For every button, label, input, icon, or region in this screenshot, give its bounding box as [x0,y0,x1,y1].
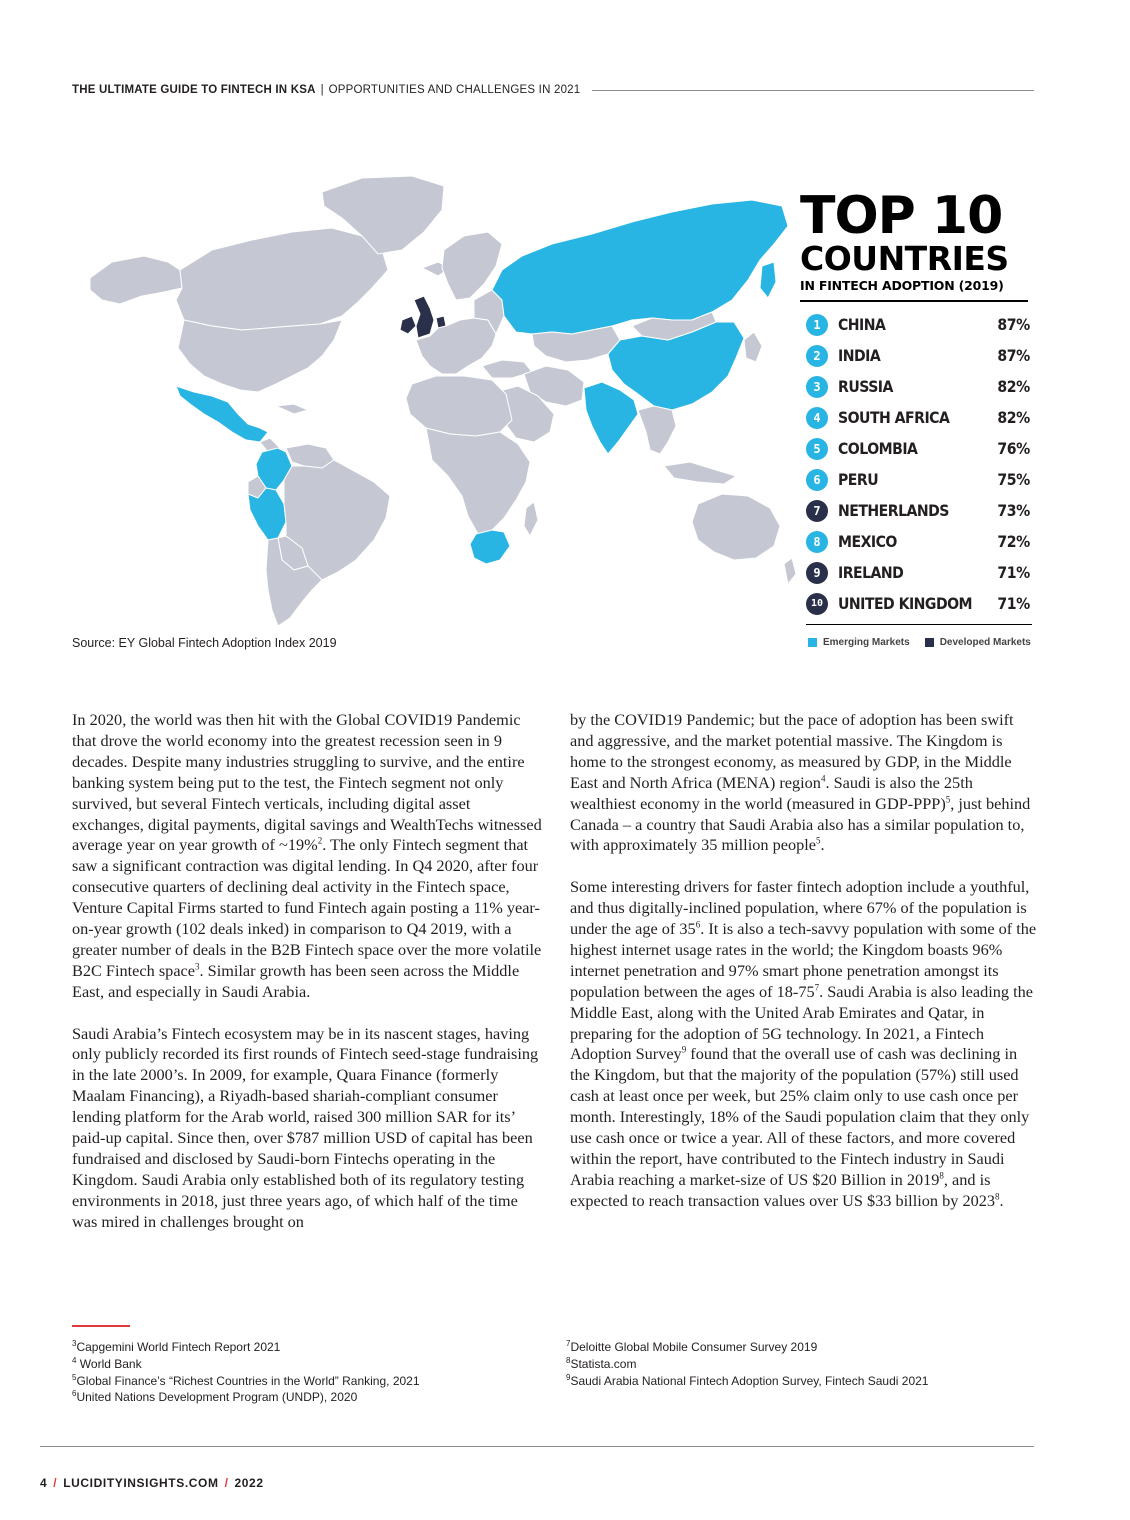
footer-rule [40,1446,1034,1447]
legend-label-emerging: Emerging Markets [823,637,910,648]
ranking-row [806,402,1030,433]
rank-badge: 7 [806,500,828,522]
rank-badge: 9 [806,562,828,584]
map-country-new-zealand [784,558,796,584]
text-run: . It is also a tech-savvy population with some of the highest internet usage rates in the world; the Kingdom boasts 96% internet penetration and 97% smart phone penetration amongst its population between the ages of 18-75 [570,919,1037,1001]
heading-line3: IN FINTECH ADOPTION (2019) [800,278,1004,293]
footer-year: 2022 [234,1476,264,1490]
running-header [72,80,1034,100]
ranking-row [806,464,1030,495]
text-run: . [999,1190,1004,1210]
footnote-number: 3 [72,1339,77,1348]
text-run: Some interesting drivers for faster fintech adoption include a youthful, and thus digitally-inclined population, where 67% of the population is under the age of 35 [570,877,1030,939]
rank-badge: 8 [806,531,828,553]
map-country-south-africa [470,530,510,564]
rank-value: 72% [997,532,1030,551]
rank-badge: 3 [806,376,828,398]
footnote-ref: 6 [695,919,701,930]
body-column-left [72,710,542,1254]
map-country-cuba [276,404,308,414]
rank-country: SOUTH AFRICA [838,408,950,427]
page-footer [40,1476,264,1490]
rank-badge: 4 [806,407,828,429]
ranking-row [806,371,1030,402]
footnote [72,1373,542,1390]
text-run: , just behind Canada – a country that Saudi Arabia also has a similar population to, with approximately 35 million people [570,793,1031,855]
body-paragraph [570,877,1040,1212]
legend-item-emerging [808,637,910,648]
footnote-ref: 3 [195,961,200,972]
body-paragraph: Saudi Arabia’s Fintech ecosystem may be in its nascent stages, having only publicly recorded its first rounds of Fintech seed-stage fundraising in the late 2000’s. In 2009, for example, Quara Finance (formerly Maalam Financing), a Riyadh-based shariah-compliant consumer lending platform for the Arab world, raised 300 million SAR for its’ paid-up capital. Since then, over $787 million USD of capital has been fundraised and disclosed by Saudi-born Fintechs operating in the Kingdom. Saudi Arabia only established both of its regulatory testing environments in 2018, just three years ago, of which half of the time was mired in challenges brought on [72,1023,539,1231]
legend-item-developed [925,637,1031,648]
map-source: Source: EY Global Fintech Adoption Index 2019 [72,636,337,650]
header-title: THE ULTIMATE GUIDE TO FINTECH IN KSA [72,84,316,96]
rank-country: RUSSIA [838,377,893,396]
footnote [72,1339,542,1356]
rank-value: 73% [997,501,1030,520]
footnote-number: 6 [72,1389,77,1399]
heading-rule [800,300,1028,302]
text-run: In 2020, the world was then hit with the Global COVID19 Pandemic that drove the world economy into the greatest recession seen in 9 decades. Despite many industries struggling to survive, and the entire banking system being put to the test, the Fintech segment not only survived, but several Fintech verticals, including digital asset exchanges, digital payments, digital savings and WealthTechs witnessed average year on year growth of ~19% [72,710,542,855]
map-country-indonesia [664,462,736,484]
rank-value: 71% [997,594,1030,613]
rank-country: CHINA [838,315,886,334]
footnote-text: Statista.com [570,1356,637,1371]
map-country-southeast-asia [638,406,676,454]
footnote-ref: 9 [681,1045,687,1056]
rank-badge: 1 [806,314,828,336]
footnote-text: Saudi Arabia National Fintech Adoption Survey, Fintech Saudi 2021 [570,1373,929,1388]
ranking-row [806,340,1030,371]
footnote [566,1339,1036,1356]
map-country-north-africa [406,376,512,436]
rank-country: IRELAND [838,563,904,582]
body-column-right [570,710,1040,1233]
map-country-central-africa [426,428,530,534]
footnote-text: World Bank [76,1356,142,1371]
legend-swatch-developed [925,638,934,647]
map-country-mexico [176,386,268,442]
rank-badge: 5 [806,438,828,460]
footnotes-right [566,1339,1036,1389]
ranking-list [806,309,1030,619]
footnote-ref: 5 [815,836,821,847]
footnote-text: Deloitte Global Mobile Consumer Survey 2019 [570,1340,818,1354]
ranking-row [806,309,1030,340]
ranking-row [806,526,1030,557]
map-country-canada [176,228,388,330]
ranking-bottom-rule [806,624,1032,625]
map-country-usa [178,320,342,392]
footnote-number: 8 [566,1355,571,1365]
rank-badge: 10 [806,593,828,615]
rank-value: 76% [997,439,1030,458]
rank-badge: 2 [806,345,828,367]
rank-value: 75% [997,470,1030,489]
world-map-svg [72,170,802,630]
rank-country: PERU [838,470,879,489]
rank-country: MEXICO [838,532,897,551]
footer-slash: / [224,1476,229,1490]
body-paragraph [570,710,1040,856]
footnote [72,1389,542,1406]
map-country-india [584,382,638,454]
footnote-ref: 2 [317,836,323,847]
rank-country: NETHERLANDS [838,501,949,520]
footnote-rule [72,1325,130,1327]
ranking-row [806,433,1030,464]
text-run: . Saudi is also the 25th wealthiest economy in the world (measured in GDP-PPP) [570,772,973,813]
rank-value: 82% [997,408,1030,427]
legend-label-developed: Developed Markets [939,637,1031,648]
ranking-row [806,557,1030,588]
map-country-alaska [90,256,182,304]
rank-value: 82% [997,377,1030,396]
header-subtitle: OPPORTUNITIES AND CHALLENGES IN 2021 [328,84,581,96]
ranking-row [806,588,1030,619]
map-country-korea-japan [744,332,762,362]
map-country-madagascar [524,502,538,536]
world-map [72,170,802,630]
text-run: . [820,835,825,855]
footer-slash: / [53,1476,58,1490]
footnote-text: Global Finance’s “Richest Countries in the World” Ranking, 2021 [76,1373,420,1388]
map-country-peru [248,488,286,540]
footnote [566,1356,1036,1373]
footnote-text: United Nations Development Program (UNDP), 2020 [76,1390,358,1405]
map-country-russia [492,200,788,334]
footnote-ref: 4 [820,773,826,784]
header-rule [592,90,1034,91]
footnote-ref: 7 [814,982,820,993]
map-country-ireland [400,316,416,334]
rank-country: INDIA [838,346,881,365]
ranking-row [806,495,1030,526]
footnote-number: 5 [72,1372,77,1382]
body-paragraph [72,710,542,1003]
legend-swatch-emerging [808,638,817,647]
map-country-united-kingdom [414,296,434,338]
rank-country: COLOMBIA [838,439,918,458]
footnote [72,1356,542,1373]
text-run: . Similar growth has been seen across the Middle East, and especially in Saudi Arabia. [72,960,520,1001]
footnote-number: 9 [566,1372,571,1382]
footnote-ref: 8 [995,1191,1000,1202]
page-number: 4 [40,1476,48,1490]
footnote-number: 4 [72,1355,77,1365]
header-separator: | [320,84,324,96]
footnote-number: 7 [566,1339,571,1348]
heading-line2: COUNTRIES [800,239,1009,278]
footnote-text: Capgemini World Fintech Report 2021 [76,1340,281,1354]
heading-line1: TOP 10 [800,186,1003,246]
text-run: . Saudi Arabia is also leading the Middle East, along with the United Arab Emirates and Qatar, in preparing for the adoption of 5G technology. In 2021, a Fintech Adoption Survey [570,981,1033,1064]
footnotes-left [72,1339,542,1406]
text-run: , and is expected to reach transaction values over US $33 billion by 2023 [570,1169,996,1210]
text-run: . The only Fintech segment that saw a significant contraction was digital lending. In Q4 2020, after four consecutive quarters of declining deal activity in the Fintech space, Venture Capital Firms started to fund Fintech again posting a 11% year-on-year growth (102 deals inked) in comparison to Q4 2019, with a greater number of deals in the B2B Fintech space over the more volatile B2C Fintech space [72,835,542,980]
rank-badge: 6 [806,469,828,491]
text-run: found that the overall use of cash was declining in the Kingdom, but that the majority of the population (57%) still used cash at least once per week, but 25% claim only to use cash once per month. Interestingly, 18% of the Saudi population claim that they only use cash once or twice a year. All of these factors, and more covered within the report, have contributed to the Fintech industry in Saudi Arabia reaching a market-size of US $20 Billion in 2019 [570,1044,1030,1189]
map-legend [808,637,1046,648]
rank-value: 87% [997,346,1030,365]
map-country-kamchatka [760,262,776,298]
rank-value: 87% [997,315,1030,334]
top10-heading [800,186,1040,302]
footnote [566,1373,1036,1390]
map-country-australia [692,494,780,560]
footnote-ref: 8 [939,1170,944,1181]
rank-value: 71% [997,563,1030,582]
text-run: by the COVID19 Pandemic; but the pace of adoption has been swift and aggressive, and the market potential massive. The Kingdom is home to the strongest economy, as measured by GDP, in the Middle East and North Africa (MENA) region [570,710,1014,792]
footnote-ref: 5 [945,794,951,805]
footer-site: LUCIDITYINSIGHTS.COM [63,1476,219,1490]
rank-country: UNITED KINGDOM [838,594,973,613]
